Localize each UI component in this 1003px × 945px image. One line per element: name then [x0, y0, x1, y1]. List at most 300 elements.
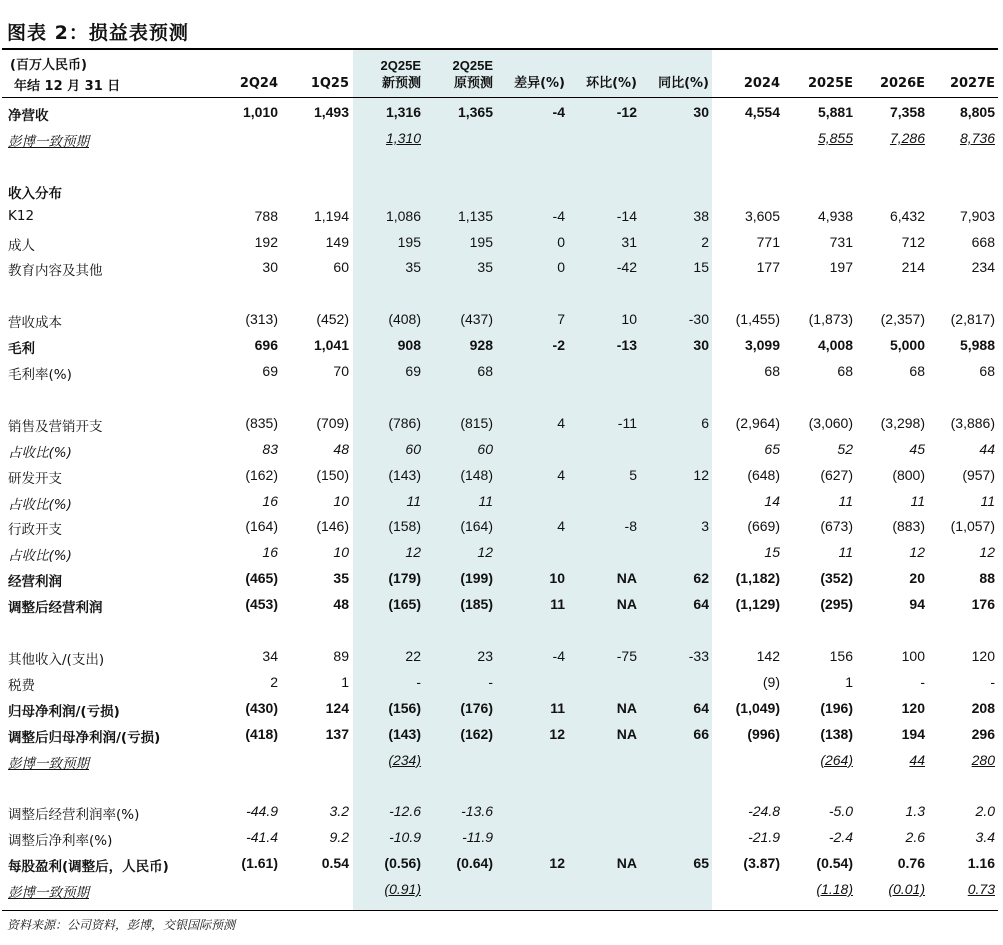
table-cell: 3,099	[744, 337, 780, 354]
table-cell: -4	[552, 104, 565, 120]
table-cell: -14	[616, 207, 637, 224]
table-cell: (199)	[460, 570, 493, 587]
table-cell: 1,310	[385, 129, 421, 146]
table-cell: NA	[616, 596, 637, 613]
table-cell: 30	[262, 259, 278, 276]
unit-label: (百万人民币)	[10, 58, 87, 73]
table-cell: (996)	[747, 725, 780, 742]
column-header-line1	[880, 57, 925, 75]
table-cell: 1,135	[457, 207, 493, 224]
table-cell: 1,493	[313, 104, 349, 120]
table-cell: (1,182)	[735, 570, 780, 587]
table-cell: -	[920, 673, 925, 690]
table-cell: -12	[616, 104, 637, 120]
table-cell: (3,298)	[880, 414, 925, 431]
table-cell: 60	[333, 259, 349, 276]
table-row	[0, 799, 1003, 825]
table-cell: 0.73	[967, 881, 995, 897]
table-cell: 60	[477, 440, 493, 457]
column-header	[240, 57, 278, 93]
table-cell: 192	[254, 233, 278, 250]
table-cell: 94	[909, 596, 925, 613]
table-cell: (627)	[820, 466, 853, 483]
table-cell: 1	[341, 673, 349, 690]
table-cell: (648)	[747, 466, 780, 483]
table-cell: 35	[405, 259, 421, 276]
table-cell: 12	[909, 544, 925, 561]
table-cell: 6	[701, 414, 709, 431]
row-label: 占收比(%)	[8, 444, 72, 461]
table-cell: 7	[557, 311, 565, 328]
table-cell: -33	[688, 647, 709, 664]
table-cell: (437)	[460, 311, 493, 328]
table-cell: 62	[693, 570, 709, 587]
table-cell: (179)	[388, 570, 421, 587]
table-cell: 120	[971, 647, 995, 664]
page-title: 图表 2：损益表预测	[7, 22, 189, 44]
table-row	[0, 100, 1003, 126]
table-cell: (164)	[460, 518, 493, 535]
table-cell: 66	[693, 725, 709, 742]
table-cell: (2,964)	[735, 414, 780, 431]
column-header-line2: 2Q24	[239, 76, 278, 91]
table-row	[0, 592, 1003, 618]
table-cell: 12	[979, 544, 995, 561]
table-cell: 48	[333, 596, 349, 613]
table-cell: 83	[262, 440, 278, 457]
table-cell: -4	[552, 207, 565, 224]
column-header-line2: 新预测	[381, 76, 421, 91]
table-cell: (3.87)	[743, 855, 780, 872]
column-header-line1	[808, 57, 853, 75]
row-label: 教育内容及其他	[8, 263, 103, 280]
table-cell: 197	[829, 259, 853, 276]
table-cell: 7,286	[889, 129, 925, 146]
table-cell: 3,605	[744, 207, 780, 224]
table-cell: -11	[617, 414, 637, 431]
column-header	[950, 57, 995, 93]
table-cell: 194	[901, 725, 925, 742]
table-cell: (1,455)	[735, 311, 780, 328]
table-row	[0, 126, 1003, 152]
table-cell: NA	[616, 725, 637, 742]
table-cell: 100	[901, 647, 925, 664]
table-cell: 11	[550, 596, 565, 613]
table-cell: 65	[764, 440, 780, 457]
table-cell: 68	[979, 363, 995, 379]
column-header-line2: 2027E	[949, 76, 995, 91]
table-cell: -30	[688, 311, 709, 328]
table-cell: 16	[262, 492, 278, 509]
table-cell: 296	[971, 725, 995, 742]
table-cell: 208	[971, 699, 995, 716]
table-cell: 69	[405, 363, 421, 379]
table-cell: 10	[333, 492, 349, 509]
table-cell: 11	[838, 492, 853, 509]
column-header-line1: 2Q25E	[452, 58, 493, 73]
table-cell: -75	[616, 647, 637, 664]
table-cell: 34	[262, 647, 278, 664]
table-cell: 668	[971, 233, 995, 250]
table-cell: 928	[469, 337, 493, 354]
column-header-line2: 差异(%)	[514, 76, 565, 91]
table-cell: 149	[325, 233, 349, 250]
row-label: 行政开支	[8, 522, 62, 539]
table-cell: (0.54)	[816, 855, 853, 872]
table-cell: 4	[557, 466, 565, 483]
table-row	[0, 204, 1003, 230]
table-cell: 5	[629, 466, 637, 483]
table-cell: 35	[477, 259, 493, 276]
table-cell: (0.01)	[888, 881, 925, 897]
column-header-line1	[586, 57, 637, 75]
table-cell: (313)	[245, 311, 278, 328]
table-cell: 12	[549, 855, 565, 872]
table-cell: NA	[616, 699, 637, 716]
table-cell: 11	[910, 492, 925, 509]
table-cell: (800)	[892, 466, 925, 483]
table-row	[0, 540, 1003, 566]
table-cell: (418)	[245, 725, 278, 742]
table-cell: 0.76	[897, 855, 925, 872]
table-cell: (786)	[388, 414, 421, 431]
table-cell: (295)	[820, 596, 853, 613]
column-header	[586, 57, 637, 93]
table-cell: 8,736	[959, 129, 995, 146]
column-header-line1	[514, 57, 565, 75]
table-cell: 234	[971, 259, 995, 276]
table-cell: 195	[469, 233, 493, 250]
table-cell: -5.0	[828, 803, 853, 820]
table-cell: 7,903	[959, 207, 995, 224]
source-note: 资料来源：公司资料，彭博，交银国际预测	[7, 918, 236, 932]
table-cell: -11.9	[462, 829, 493, 846]
row-label: 调整后经营利润率(%)	[8, 807, 140, 824]
row-label: 营收成本	[8, 315, 62, 332]
column-header	[453, 57, 493, 93]
row-label: 调整后归母净利润/(亏损)	[8, 729, 161, 746]
column-header-line2: 环比(%)	[586, 76, 637, 91]
table-cell: 1,316	[385, 104, 421, 120]
table-cell: 4,938	[817, 207, 853, 224]
row-label: 每股盈利(调整后，人民币)	[8, 859, 169, 876]
table-cell: -4	[552, 647, 565, 664]
column-header-line1	[744, 57, 780, 75]
table-cell: 5,855	[817, 129, 853, 146]
row-label: 收入分布	[8, 185, 62, 202]
table-cell: (1.18)	[816, 881, 853, 897]
table-cell: (143)	[388, 466, 421, 483]
table-cell: 88	[979, 570, 995, 587]
table-cell: 12	[477, 544, 493, 561]
row-label: 净营收	[8, 108, 49, 124]
table-cell: 15	[764, 544, 780, 561]
bottom-rule	[2, 910, 998, 911]
row-label: 其他收入/(支出)	[8, 651, 105, 668]
table-row	[0, 333, 1003, 359]
table-cell: (430)	[245, 699, 278, 716]
table-cell: (3,886)	[950, 414, 995, 431]
table-row	[0, 437, 1003, 463]
table-cell: (883)	[892, 518, 925, 535]
table-cell: 6,432	[889, 207, 925, 224]
table-cell: 65	[693, 855, 709, 872]
table-cell: 2	[701, 233, 709, 250]
table-cell: (957)	[962, 466, 995, 483]
table-cell: 1	[845, 673, 853, 690]
table-cell: (1.61)	[241, 855, 278, 872]
table-cell: (156)	[388, 699, 421, 716]
row-label: 税费	[8, 677, 35, 694]
table-cell: 20	[909, 570, 925, 587]
table-cell: 124	[325, 699, 349, 716]
table-cell: 10	[621, 311, 637, 328]
table-cell: 788	[254, 207, 278, 224]
table-cell: (709)	[316, 414, 349, 431]
table-cell: 10	[333, 544, 349, 561]
table-cell: 908	[397, 337, 421, 354]
table-cell: (465)	[245, 570, 278, 587]
table-cell: -2.4	[828, 829, 853, 846]
column-header-line2: 2025E	[807, 76, 853, 91]
table-cell: 68	[837, 363, 853, 379]
table-cell: (162)	[460, 725, 493, 742]
table-cell: (835)	[245, 414, 278, 431]
table-cell: 9.2	[329, 829, 349, 846]
table-row	[0, 773, 1003, 799]
table-cell: (164)	[245, 518, 278, 535]
table-cell: (150)	[316, 466, 349, 483]
table-row	[0, 825, 1003, 851]
table-cell: 45	[909, 440, 925, 457]
table-cell: 64	[693, 596, 709, 613]
table-cell: 11	[478, 492, 493, 509]
table-row	[0, 489, 1003, 515]
row-label: 毛利	[8, 341, 35, 358]
table-cell: 3.4	[975, 829, 995, 846]
table-cell: -13.6	[461, 803, 493, 820]
column-header-line2: 1Q25	[310, 76, 349, 91]
table-cell: 38	[693, 207, 709, 224]
row-label: 彭博一致预期	[8, 133, 89, 150]
row-label: K12	[8, 207, 35, 224]
table-cell: 696	[254, 337, 278, 354]
table-cell: (1,873)	[808, 311, 853, 328]
table-cell: 60	[405, 440, 421, 457]
table-cell: 31	[621, 233, 637, 250]
table-cell: 69	[262, 363, 278, 379]
table-cell: -13	[616, 337, 637, 354]
table-cell: (146)	[316, 518, 349, 535]
table-cell: 10	[549, 570, 565, 587]
table-cell: (408)	[388, 311, 421, 328]
table-row	[0, 359, 1003, 385]
row-label: 占收比(%)	[8, 496, 72, 513]
table-cell: 11	[980, 492, 995, 509]
table-cell: (148)	[460, 466, 493, 483]
table-cell: (673)	[820, 518, 853, 535]
row-label: 归母净利润/(亏损)	[8, 703, 120, 720]
table-cell: 771	[756, 233, 780, 250]
table-cell: 3.2	[329, 803, 349, 820]
table-cell: 176	[971, 596, 995, 613]
table-row	[0, 255, 1003, 281]
column-header-line2: 原预测	[453, 76, 493, 91]
table-cell: 1,041	[313, 337, 349, 354]
table-cell: -10.9	[389, 829, 421, 846]
table-cell: 177	[756, 259, 780, 276]
table-cell: 2	[270, 673, 278, 690]
table-row	[0, 152, 1003, 178]
table-cell: 3	[701, 518, 709, 535]
header-rule	[2, 97, 998, 98]
table-cell: (9)	[762, 673, 780, 690]
column-header-line2: 同比(%)	[658, 76, 709, 91]
table-cell: 214	[901, 259, 925, 276]
table-cell: 15	[693, 259, 709, 276]
table-cell: 2.6	[905, 829, 925, 846]
table-cell: 4,554	[744, 104, 780, 120]
table-cell: 1.3	[905, 803, 925, 820]
column-header	[808, 57, 853, 93]
table-row	[0, 618, 1003, 644]
table-cell: 1.16	[967, 855, 995, 872]
column-header	[311, 57, 349, 93]
column-header-line1	[240, 57, 278, 75]
row-label: 调整后经营利润	[8, 600, 103, 617]
table-cell: 30	[693, 337, 709, 354]
table-cell: (165)	[388, 596, 421, 613]
column-header-line1: 2Q25E	[380, 58, 421, 73]
table-cell: 12	[693, 466, 709, 483]
table-cell: (162)	[245, 466, 278, 483]
column-header-line2: 2024	[743, 76, 780, 91]
year-end-label: 年结 12 月 31 日	[14, 79, 121, 94]
table-row	[0, 230, 1003, 256]
table-cell: (158)	[388, 518, 421, 535]
table-cell: (234)	[388, 751, 421, 768]
table-cell: 7,358	[889, 104, 925, 120]
table-cell: 5,881	[817, 104, 853, 120]
table-cell: 1,194	[313, 207, 349, 224]
table-cell: (143)	[388, 725, 421, 742]
table-cell: 156	[829, 647, 853, 664]
table-row	[0, 307, 1003, 333]
table-cell: -24.8	[748, 803, 780, 820]
table-cell: 12	[549, 725, 565, 742]
table-cell: 68	[477, 363, 493, 379]
table-cell: (1,057)	[950, 518, 995, 535]
column-header-line1	[311, 57, 349, 75]
row-label: 彭博一致预期	[8, 885, 89, 901]
table-cell: NA	[616, 855, 637, 872]
table-cell: -2	[552, 337, 565, 354]
table-cell: (264)	[820, 751, 853, 768]
row-label: 彭博一致预期	[8, 755, 89, 772]
column-header	[744, 57, 780, 93]
table-row	[0, 178, 1003, 204]
table-cell: (669)	[747, 518, 780, 535]
table-row	[0, 385, 1003, 411]
row-label: 经营利润	[8, 574, 62, 591]
row-label: 调整后净利率(%)	[8, 833, 113, 850]
table-cell: -	[488, 673, 493, 690]
table-cell: (815)	[460, 414, 493, 431]
table-row	[0, 877, 1003, 903]
table-cell: -44.9	[246, 803, 278, 820]
table-cell: -12.6	[389, 803, 421, 820]
column-header-line1	[950, 57, 995, 75]
table-cell: 731	[829, 233, 853, 250]
table-cell: -42	[616, 259, 637, 276]
table-cell: 1,010	[242, 104, 278, 120]
table-cell: NA	[616, 570, 637, 587]
table-cell: 35	[333, 570, 349, 587]
table-row	[0, 411, 1003, 437]
table-cell: 70	[333, 363, 349, 379]
table-cell: 14	[764, 492, 780, 509]
column-header	[658, 57, 709, 93]
table-cell: 0	[557, 259, 565, 276]
column-header-line1	[658, 57, 709, 75]
table-cell: 1,365	[457, 104, 493, 120]
table-cell: 137	[325, 725, 349, 742]
table-row	[0, 644, 1003, 670]
table-cell: 0	[557, 233, 565, 250]
table-row	[0, 722, 1003, 748]
table-cell: (196)	[820, 699, 853, 716]
table-cell: -41.4	[246, 829, 278, 846]
table-row	[0, 748, 1003, 774]
table-cell: 142	[756, 647, 780, 664]
table-row	[0, 696, 1003, 722]
table-cell: 4	[557, 414, 565, 431]
table-cell: (0.64)	[456, 855, 493, 872]
row-label: 毛利率(%)	[8, 367, 72, 383]
table-cell: (0.56)	[384, 855, 421, 872]
table-row	[0, 566, 1003, 592]
table-cell: 16	[262, 544, 278, 561]
table-cell: 11	[838, 544, 853, 561]
table-cell: 44	[979, 440, 995, 457]
table-row	[0, 463, 1003, 489]
table-cell: 68	[909, 363, 925, 379]
table-cell: 30	[693, 104, 709, 120]
table-cell: 0.54	[321, 855, 349, 872]
table-cell: -	[416, 673, 421, 690]
column-header	[381, 57, 421, 93]
column-header	[880, 57, 925, 93]
table-cell: 5,988	[959, 337, 995, 354]
table-cell: 12	[405, 544, 421, 561]
table-cell: 4	[557, 518, 565, 535]
table-cell: 89	[333, 647, 349, 664]
table-cell: (2,357)	[880, 311, 925, 328]
table-cell: (0.91)	[384, 881, 421, 897]
row-label: 成人	[8, 237, 35, 254]
table-cell: 8,805	[959, 104, 995, 120]
table-cell: 23	[477, 647, 493, 664]
table-cell: 120	[901, 699, 925, 716]
table-cell: (2,817)	[950, 311, 995, 328]
table-row	[0, 670, 1003, 696]
table-cell: 52	[837, 440, 853, 457]
table-cell: 712	[901, 233, 925, 250]
table-cell: 1,086	[385, 207, 421, 224]
table-cell: 2.0	[975, 803, 995, 820]
table-cell: 68	[764, 363, 780, 379]
table-cell: (3,060)	[808, 414, 853, 431]
